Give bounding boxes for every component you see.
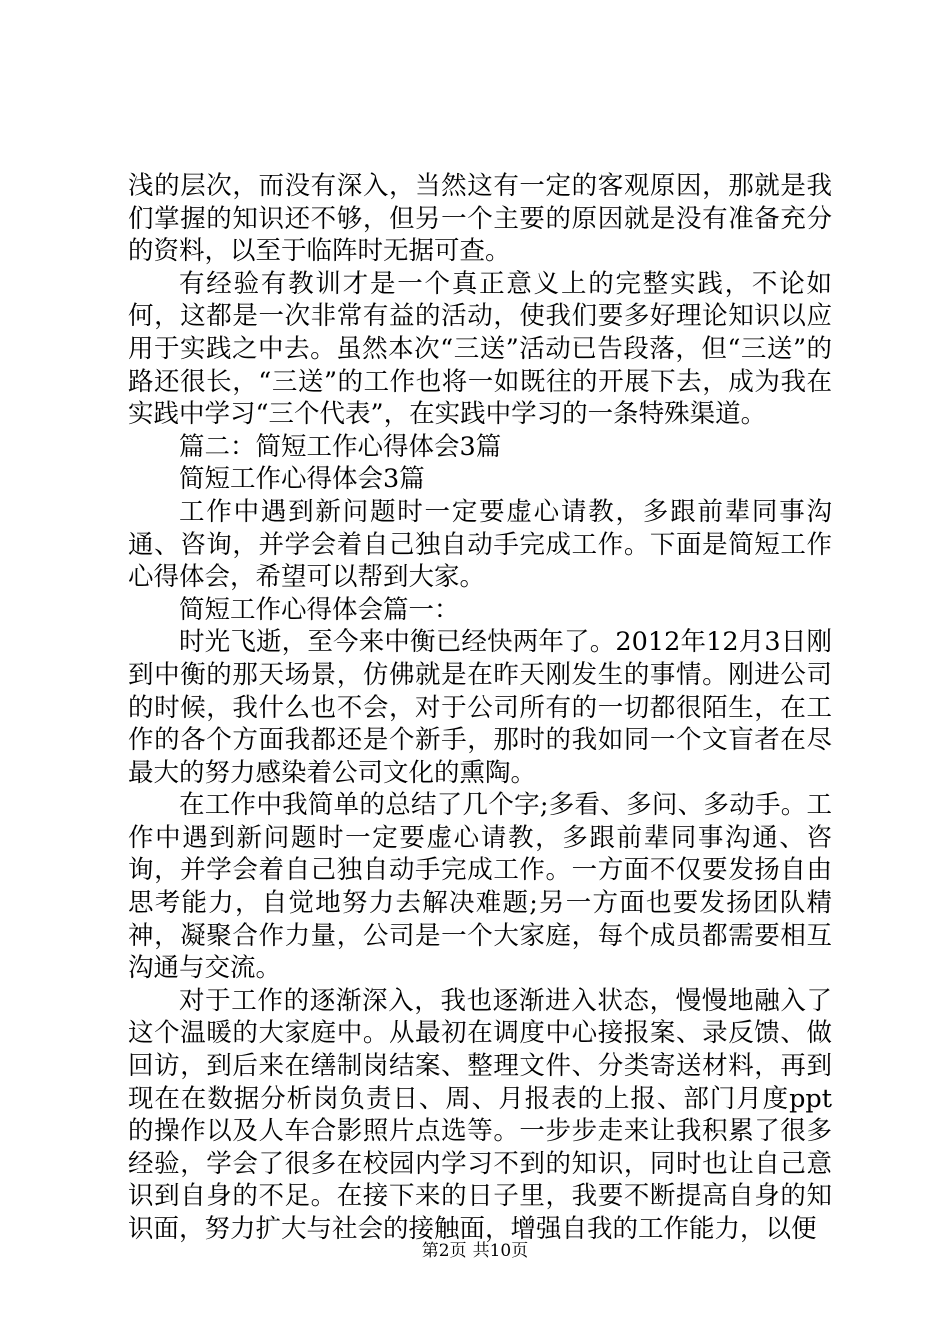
paragraph-2: 有经验有教训才是一个真正意义上的完整实践，不论如何，这都是一次非常有益的活动，使我们要多好理论知识以应用于实践之中去。虽然本次“三送”活动已告段落，但“三送”的路还很长，“三送”的工作也将一如既往的开展下去，成为我在实践中学习“三个代表”，在实践中学习的一条特殊渠道。 [128,268,832,430]
page-total: 共10页 [472,1241,529,1261]
section-title: 简短工作心得体会3篇 [179,464,425,495]
section-heading-part-two: 篇二：简短工作心得体会3篇 [179,431,502,462]
document-body [128,170,832,1246]
paragraph-5: 对于工作的逐渐深入，我也逐渐进入状态，慢慢地融入了这个温暖的大家庭中。从最初在调度中心接报案、录反馈、做回访，到后来在缮制岗结案、整理文件、分类寄送材料，再到现在在数据分析岗负责日、周、月报表的上报、部门月度ppt的操作以及人车合影照片点选等。一步步走来让我积累了很多经验，学会了很多在校园内学习不到的知识，同时也让自己意识到自身的不足。在接下来的日子里，我要不断提高自身的知识面，努力扩大与社会的接触面，增强自我的工作能力，以便 [128,985,832,1244]
paragraph-4: 在工作中我简单的总结了几个字;多看、多问、多动手。工作中遇到新问题时一定要虚心请教，多跟前辈同事沟通、咨询，并学会着自己独自动手完成工作。一方面不仅要发扬自由思考能力，自觉地努力去解决难题;另一方面也要发扬团队精神，凝聚合作力量，公司是一个大家庭，每个成员都需要相互沟通与交流。 [128,790,832,984]
paragraph-intro: 工作中遇到新问题时一定要虚心请教，多跟前辈同事沟通、咨询，并学会着自己独自动手完成工作。下面是简短工作心得体会，希望可以帮到大家。 [128,496,832,593]
page-number: 第2页 [421,1241,467,1261]
paragraph-1: 浅的层次，而没有深入，当然这有一定的客观原因，那就是我们掌握的知识还不够，但另一个主要的原因就是没有准备充分的资料，以至于临阵时无据可查。 [128,171,832,267]
subsection-heading-part-one: 简短工作心得体会篇一： [179,594,460,625]
page-footer [0,1240,950,1262]
paragraph-3: 时光飞逝，至今来中衡已经快两年了。2012年12月3日刚到中衡的那天场景，仿佛就是在昨天刚发生的事情。刚进公司的时候，我什么也不会，对于公司所有的一切都很陌生，在工作的各个方面我都还是个新手，那时的我如同一个文盲者在尽最大的努力感染着公司文化的熏陶。 [128,627,832,788]
